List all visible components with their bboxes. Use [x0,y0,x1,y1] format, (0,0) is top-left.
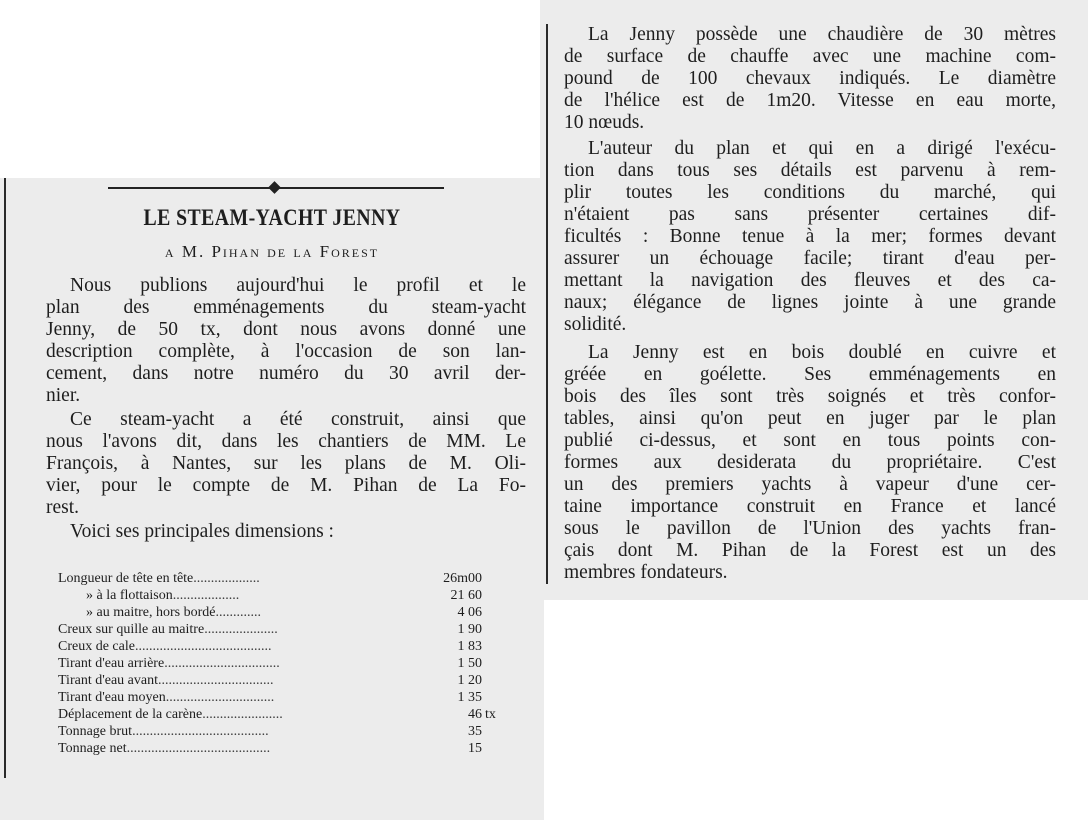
dimension-value: 21 60 [450,588,482,603]
leader-dots: ................... [172,588,240,603]
dimension-label [58,723,269,740]
dimensions-table [58,570,496,757]
text-line: description complète, à l'occasion de son lan- [46,341,526,362]
dimension-label-text: Tonnage net [58,741,127,756]
dimension-value: 46 [468,707,482,722]
dimension-label [58,570,260,587]
engine-paragraph [564,24,1056,134]
ornament-diamond [268,181,281,194]
intro-paragraph [46,275,526,407]
left-column [0,178,544,820]
text-line: L'auteur du plan et qui en a dirigé l'exécu- [588,138,1056,159]
dimension-row [58,587,488,604]
text-line: La Jenny possède une chaudière de 30 mètres [588,24,1056,45]
dimension-row [58,723,488,740]
dimension-row [58,570,488,587]
text-line: solidité. [564,314,627,335]
dimension-label [58,740,270,757]
text-line: mettant la navigation des fleuves et des ca- [564,270,1056,291]
text-line: membres fondateurs. [564,562,728,583]
right-column [540,0,1088,600]
text-line: Voici ses principales dimensions : [70,521,334,542]
text-line: cement, dans notre numéro du 30 avril der- [46,363,526,384]
text-line: assurer un échouage facile; tirant d'eau per- [564,248,1056,269]
leader-dots: ............. [215,605,261,620]
text-line: vier, pour le compte de M. Pihan de La Fo- [46,475,526,496]
text-line: de surface de chauffe avec une machine com- [564,46,1056,67]
dimension-label-text: Tonnage brut [58,724,133,739]
leader-dots: ....................... [202,707,283,722]
text-line: Jenny, de 50 tx, dont nous avons donné une [46,319,526,340]
construction-paragraph [46,409,526,519]
dimension-label [58,655,280,672]
dimension-value: 26m00 [443,571,482,586]
text-line: ficultés : Bonne tenue à la mer; formes devant [564,226,1056,247]
dimension-row [58,689,488,706]
dimension-row [58,706,496,723]
dimension-value: 1 20 [457,673,482,688]
leader-dots: ....................................... [134,639,272,654]
dimension-row [58,672,488,689]
dimension-value: 1 50 [457,656,482,671]
text-line: de l'hélice est de 1m20. Vitesse en eau morte, [564,90,1056,111]
dimension-row [58,621,488,638]
dimension-value: 1 90 [457,622,482,637]
dimension-value: 1 35 [457,690,482,705]
column-rule-right [546,24,548,584]
text-line: gréée en goélette. Ses emménagements en [564,364,1056,385]
leader-dots: ....................................... [132,724,269,739]
dimension-label-text: Déplacement de la carène [58,707,203,722]
dimension-value: 4 06 [457,605,482,620]
hull-paragraph [564,342,1056,584]
text-line: La Jenny est en bois doublé en cuivre et [588,342,1056,363]
dimension-label-text: Creux de cale [58,639,135,654]
text-line: plir toutes les conditions du marché, qui [564,182,1056,203]
dimension-label [58,638,271,655]
leader-dots: ................................. [164,656,280,671]
dimension-label-text: Tirant d'eau avant [58,673,158,688]
dimension-row [58,604,488,621]
article-title: LE STEAM-YACHT JENNY [143,205,401,230]
dimension-label [58,689,274,706]
dimension-label [58,706,283,723]
text-line: pound de 100 chevaux indiqués. Le diamètre [564,68,1056,89]
author-paragraph [564,138,1056,336]
dimension-row [58,638,488,655]
text-line: naux; élégance de lignes jointe à une grande [564,292,1056,313]
dimension-label-text: Creux sur quille au maitre [58,622,205,637]
text-line: n'étaient pas sans présenter certaines dif- [564,204,1056,225]
text-line: sous le pavillon de l'Union des yachts fran- [564,518,1056,539]
dimension-label [86,604,261,621]
text-line: tables, ainsi qu'on peut en juger par le plan [564,408,1056,429]
text-line: nous l'avons dit, dans les chantiers de MM. Le [46,431,526,452]
dimension-label-text: Tirant d'eau moyen [58,690,166,705]
dimension-label-text: » à la flottaison [86,588,173,603]
text-line: formes aux desiderata du propriétaire. C'est [564,452,1056,473]
text-line: 10 nœuds. [564,112,645,133]
text-line: tion dans tous ses détails est parvenu à rem- [564,160,1056,181]
text-line: un des premiers yachts à vapeur d'une cer- [564,474,1056,495]
column-rule-left [4,178,6,778]
leader-dots: ................... [193,571,260,586]
text-line: François, à Nantes, sur les plans de M. Oli- [46,453,526,474]
dimension-label-text: Tirant d'eau arrière [58,656,165,671]
dimension-label-text: Longueur de tête en tête [58,571,194,586]
dimension-label [86,587,239,604]
text-line: Nous publions aujourd'hui le profil et le [70,275,526,296]
text-line: bois des îles sont très soignés et très confor- [564,386,1056,407]
leader-dots: ................................. [157,673,274,688]
dimension-label-text: » au maitre, hors bordé [86,605,216,620]
dimension-row [58,655,488,672]
text-line: çais dont M. Pihan de la Forest est un des [564,540,1056,561]
text-line: publié ci-dessus, et sont en tous points con- [564,430,1056,451]
text-line: plan des emménagements du steam-yacht [46,297,526,318]
text-line: taine importance construit en France et lancé [564,496,1056,517]
dimension-value: 15 [468,741,482,756]
dimension-row [58,740,488,757]
dimension-value: 35 [468,724,482,739]
leader-dots: ............................... [165,690,275,705]
text-line: Ce steam-yacht a été construit, ainsi que [70,409,526,430]
header-ornament [108,183,444,193]
dimension-label [58,672,273,689]
dimension-unit: tx [485,707,496,722]
leader-dots: ..................... [204,622,278,637]
dimension-label [58,621,278,638]
text-line: nier. [46,385,81,406]
dimensions-heading [46,521,526,543]
dimension-value: 1 83 [457,639,482,654]
article-dedication: a M. Pihan de la Forest [164,242,380,261]
leader-dots: ......................................... [126,741,271,756]
text-line: rest. [46,497,80,518]
